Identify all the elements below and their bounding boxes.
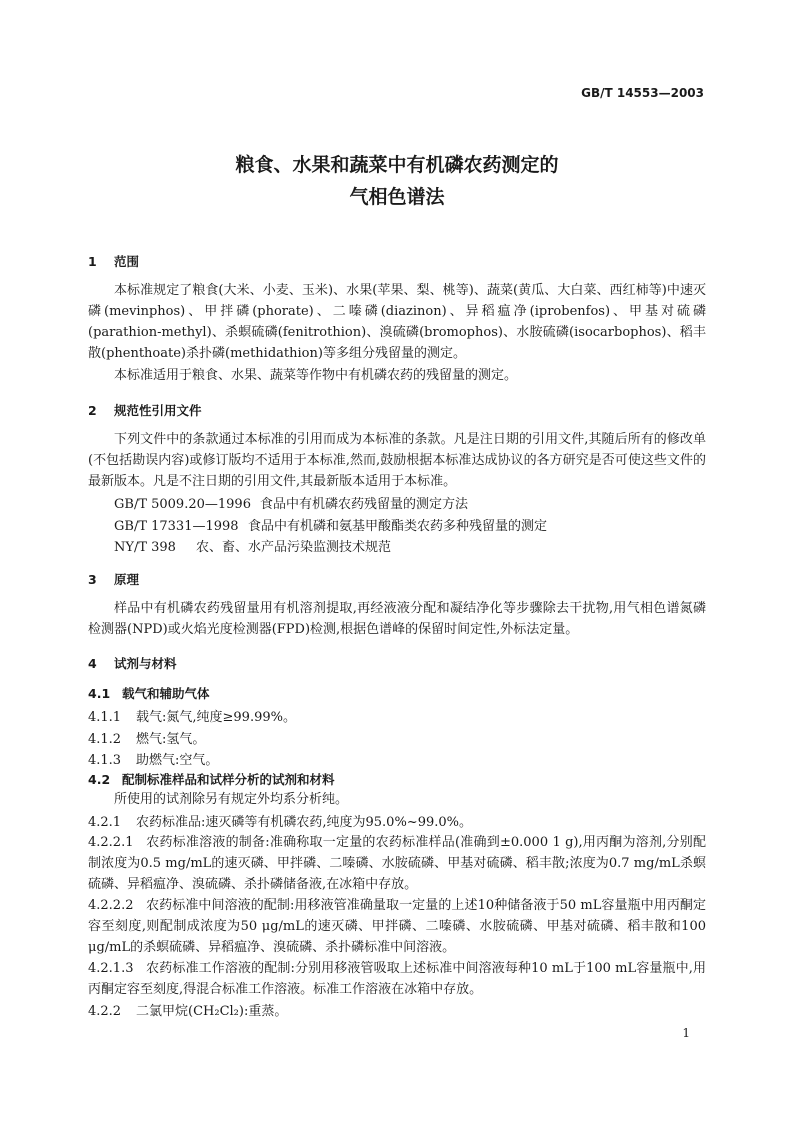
reference-title: 食品中有机磷农药残留量的测定方法 — [260, 497, 469, 512]
subsection-number: 4.1 — [88, 686, 111, 701]
reference-title: 农、畜、水产品污染监测技术规范 — [196, 540, 392, 555]
reference-code: GB/T 17331—1998 — [114, 519, 239, 534]
section-3-paragraph-1: 样品中有机磷农药残留量用有机溶剂提取,再经液液分配和凝结净化等步骤除去干扰物,用气相色谱氮磷检测器(NPD)或火焰光度检测器(FPD)检测,根据色谱峰的保留时间定性,外标法定量。 — [88, 601, 706, 637]
document-title-line2: 气相色谱法 — [349, 186, 445, 208]
section-1-paragraph-1: 本标准规定了粮食(大米、小麦、玉米)、水果(苹果、梨、桃等)、蔬菜(黄瓜、大白菜、西红柿等)中速灭磷(mevinphos)、甲拌磷(phorate)、二嗪磷(diazinon)、异稻瘟净(iprobenfos)、甲基对硫磷(parathion-methyl)、杀螟硫磷(fenitrothion)、溴硫磷(bromophos)、水胺硫磷(isocarbophos)、稻丰散(phenthoate)杀扑磷(methidathion)等多组分残留量的测定。 — [88, 283, 706, 361]
clause-text: 载气:氮气,纯度≥99.99%。 — [136, 710, 296, 725]
clause-number: 4.2.1 — [88, 815, 122, 830]
reference-item — [114, 536, 391, 555]
clause-4-2-1-3 — [88, 958, 706, 1000]
clause-text: 农药标准工作溶液的配制:分别用移液管吸取上述标准中间溶液每种10 mL于100 mL容量瓶中,用丙酮定容至刻度,得混合标准工作溶液。标准工作溶液在冰箱中存放。 — [88, 961, 706, 997]
section-2-paragraph-1: 下列文件中的条款通过本标准的引用而成为本标准的条款。凡是注日期的引用文件,其随后所有的修改单(不包括勘误内容)或修订版均不适用于本标准,然而,鼓励根据本标准达成协议的各方研究是否可使这些文件的最新版本。凡是不注日期的引用文件,其最新版本适用于本标准。 — [88, 432, 706, 489]
clause-number: 4.2.2.1 — [88, 835, 134, 850]
clause-4-2-1 — [88, 811, 472, 830]
section-2-heading — [88, 401, 202, 419]
clause-number: 4.2.2.2 — [88, 898, 134, 913]
clause-text: 农药标准品:速灭磷等有机磷农药,纯度为95.0%~99.0%。 — [136, 815, 473, 830]
clause-text: 农药标准溶液的制备:准确称取一定量的农药标准样品(准确到±0.000 1 g),用丙酮为溶剂,分别配制浓度为0.5 mg/mL的速灭磷、甲拌磷、二嗪磷、水胺硫磷、甲基对硫磷、稻丰散;浓度为0.7 mg/mL杀螟硫磷、异稻瘟净、溴硫磷、杀扑磷储备液,在冰箱中存放。 — [88, 835, 706, 892]
clause-text: 农药标准中间溶液的配制:用移液管准确量取一定量的上述10种储备液于50 mL容量瓶中用丙酮定容至刻度,则配制成浓度为50 μg/mL的速灭磷、甲拌磷、二嗪磷、水胺硫磷、甲基对硫磷、稻丰散和100 μg/mL的杀螟硫磷、异稻瘟净、溴硫磷、杀扑磷标准中间溶液。 — [88, 898, 706, 955]
subsection-4-2-intro: 所使用的试剂除另有规定外均系分析纯。 — [114, 792, 349, 807]
reference-item — [114, 493, 468, 512]
clause-text: 二氯甲烷(CH₂Cl₂):重蒸。 — [136, 1004, 288, 1019]
page-number: 1 — [682, 1026, 690, 1040]
reference-title: 食品中有机磷和氨基甲酸酯类农药多种残留量的测定 — [248, 519, 548, 534]
clause-number: 4.2.2 — [88, 1004, 122, 1019]
section-number: 3 — [88, 572, 97, 587]
clause-text: 助燃气:空气。 — [136, 753, 219, 768]
subsection-title: 配制标准样品和试样分析的试剂和材料 — [122, 772, 335, 787]
section-1-heading — [88, 252, 139, 270]
clause-4-1-3 — [88, 749, 218, 768]
section-4-heading — [88, 654, 177, 672]
reference-code: GB/T 5009.20—1996 — [114, 497, 251, 512]
document-title-line1: 粮食、水果和蔬菜中有机磷农药测定的 — [235, 154, 559, 176]
section-number: 4 — [88, 656, 97, 671]
section-title: 规范性引用文件 — [114, 403, 202, 418]
reference-item — [114, 515, 547, 534]
section-title: 范围 — [114, 254, 140, 269]
reference-code: NY/T 398 — [114, 540, 176, 555]
clause-4-1-1 — [88, 706, 296, 725]
clause-number: 4.1.3 — [88, 753, 122, 768]
subsection-number: 4.2 — [88, 772, 111, 787]
section-title: 试剂与材料 — [114, 656, 177, 671]
subsection-4-1-heading — [88, 684, 210, 702]
section-1-paragraph-2: 本标准适用于粮食、水果、蔬菜等作物中有机磷农药的残留量的测定。 — [114, 368, 518, 383]
clause-4-2-2-1 — [88, 832, 706, 895]
standard-code: GB/T 14553—2003 — [581, 86, 704, 100]
clause-4-1-2 — [88, 728, 205, 747]
subsection-4-2-heading — [88, 770, 335, 788]
section-number: 1 — [88, 254, 97, 269]
subsection-title: 载气和辅助气体 — [122, 686, 210, 701]
clause-4-2-2-2 — [88, 895, 706, 958]
section-3-heading — [88, 570, 139, 588]
section-number: 2 — [88, 403, 97, 418]
section-title: 原理 — [114, 572, 140, 587]
clause-number: 4.1.2 — [88, 732, 122, 747]
clause-text: 燃气:氢气。 — [136, 732, 206, 747]
clause-4-2-2 — [88, 1000, 287, 1019]
clause-number: 4.2.1.3 — [88, 961, 134, 976]
clause-number: 4.1.1 — [88, 710, 122, 725]
